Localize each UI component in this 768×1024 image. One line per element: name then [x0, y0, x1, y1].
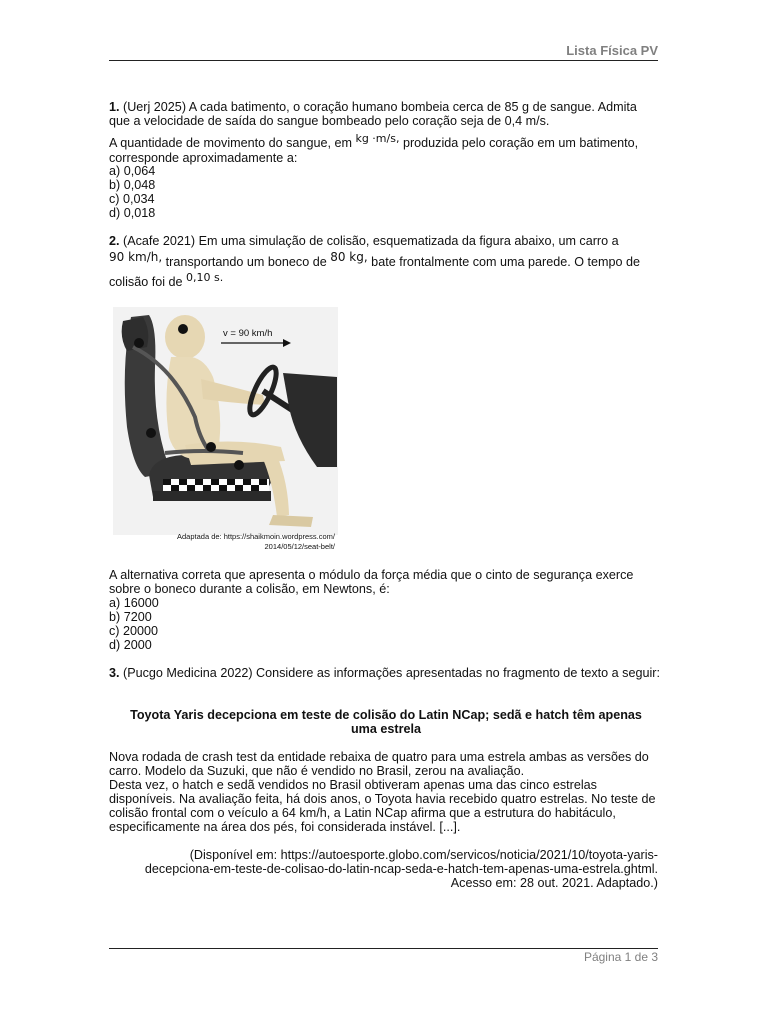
- question-1-options: [109, 164, 661, 220]
- question-2-option-b: b) 7200: [109, 610, 152, 624]
- seat-checker-strip: [163, 479, 269, 491]
- question-2-text-line3: colisão foi de: [109, 275, 187, 289]
- question-2-options: [109, 596, 661, 652]
- question-1-option-b: b) 0,048: [109, 178, 156, 192]
- header-rule: [109, 60, 658, 61]
- question-3-intro: [109, 666, 661, 680]
- question-2-option-c: c) 20000: [109, 624, 159, 638]
- crash-test-dummy-illustration: [113, 307, 338, 555]
- question-2-number: 2.: [109, 234, 120, 248]
- question-2-intro: [109, 234, 661, 248]
- article-paragraph-1: Nova rodada de crash test da entidade rebaixa de quatro para uma estrela ambas as versões do carro. Modelo da Suzuki, que não é vendido no Brasil, zerou na avaliação.: [109, 750, 649, 778]
- question-2-option-d: d) 2000: [109, 638, 152, 652]
- question-1-option-d: d) 0,018: [109, 206, 156, 220]
- question-2-speed: 90 km/h,: [109, 250, 163, 264]
- page-number: Página 1 de 3: [583, 950, 658, 964]
- crash-test-figure: [113, 307, 338, 555]
- citation-line-3: Acesso em: 28 out. 2021. Adaptado.): [450, 876, 658, 890]
- question-2-text-mid: transportando um boneco de: [162, 255, 331, 269]
- citation-line-2: decepciona-em-teste-de-colisao-do-latin-ncap-seda-e-hatch-tem-apenas-uma-estrela.ghtml.: [144, 862, 658, 876]
- figure-credit-line-2: 2014/05/12/seat-belt/: [264, 542, 335, 551]
- question-2-line-3: [109, 271, 661, 290]
- question-1-text: (Uerj 2025) A cada batimento, o coração humano bombeia cerca de 85 g de sangue. Admita que a velocidade de saída do sangue bombeado pelo coração seja de 0,4 m/s.: [109, 100, 637, 128]
- question-1-number: 1.: [109, 100, 120, 114]
- question-2-line-2: [109, 250, 661, 269]
- question-2-text-after: bate frontalmente com uma parede. O tempo de: [367, 255, 641, 269]
- figure-credit-line-1: Adaptada de: https://shaikmoin.wordpress.com/: [177, 532, 335, 541]
- question-2-time: 0,10 s.: [186, 271, 224, 284]
- question-2-option-a: a) 16000: [109, 596, 159, 610]
- header-title: Lista Física PV: [566, 43, 658, 58]
- article-citation: [100, 848, 658, 890]
- question-1-unit: kg ·m/s,: [355, 132, 400, 145]
- question-3-text: (Pucgo Medicina 2022) Considere as informações apresentadas no fragmento de texto a seguir:: [119, 666, 660, 680]
- citation-line-1: (Disponível em: https://autoesporte.globo.com/servicos/noticia/2021/10/toyota-yaris-: [189, 848, 658, 862]
- question-2-question: A alternativa correta que apresenta o módulo da força média que o cinto de segurança exerce sobre o boneco durante a colisão, em Newtons, é:: [109, 568, 634, 596]
- article-title: Toyota Yaris decepciona em teste de colisão do Latin NCap; sedã e hatch têm apenas uma estrela: [130, 708, 642, 736]
- footer-rule: [109, 948, 658, 949]
- question-1-text-before: A quantidade de movimento do sangue, em: [109, 136, 356, 150]
- velocity-label: v = 90 km/h: [223, 328, 273, 339]
- question-1-intro: [109, 100, 661, 128]
- question-1-statement: [109, 132, 661, 165]
- question-1-option-a: a) 0,064: [109, 164, 156, 178]
- article-paragraph-2: Desta vez, o hatch e sedã vendidos no Brasil obtiveram apenas uma das cinco estrelas disponíveis. Na avaliação feita, há dois anos, o Toyota havia recebido quatro estrelas. No teste de colisão frontal com o veículo a 64 km/h, a Latin NCap afirma que a estrutura do habitáculo, especificamente na área dos pés, foi considerada instável. [...].: [109, 778, 656, 834]
- question-2-text: (Acafe 2021) Em uma simulação de colisão, esquematizada da figura abaixo, um carro a: [119, 234, 619, 248]
- question-1-text-after: produzida pelo coração em um batimento, corresponde aproximadamente a:: [109, 136, 639, 165]
- question-2-mass: 80 kg,: [330, 250, 368, 264]
- question-1-option-c: c) 0,034: [109, 192, 155, 206]
- question-3-number: 3.: [109, 666, 120, 680]
